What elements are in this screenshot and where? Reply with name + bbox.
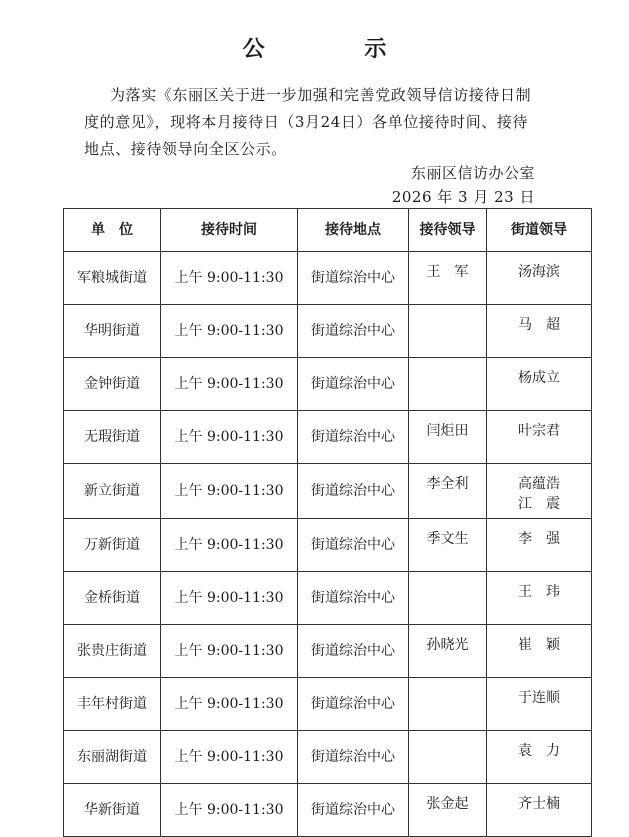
street-leader-cell <box>487 731 592 784</box>
time-cell: 上午 9:00-11:30 <box>161 358 298 411</box>
place-cell: 街道综治中心 <box>298 731 409 784</box>
header-leader: 接待领导 <box>409 209 487 252</box>
place-cell: 街道综治中心 <box>298 252 409 305</box>
time-cell: 上午 9:00-11:30 <box>161 252 298 305</box>
table-row <box>64 464 592 519</box>
place-cell: 街道综治中心 <box>298 464 409 519</box>
street-leader-name: 于连顺 <box>518 690 560 706</box>
street-leader-name: 王 玮 <box>518 584 560 600</box>
place-cell: 街道综治中心 <box>298 678 409 731</box>
unit-cell: 军粮城街道 <box>64 252 161 305</box>
leader-cell <box>409 358 487 411</box>
time-cell: 上午 9:00-11:30 <box>161 784 298 837</box>
time-cell: 上午 9:00-11:30 <box>161 678 298 731</box>
street-leader-name: 汤海滨 <box>518 264 560 280</box>
street-leader-name: 高蕴浩 <box>518 476 560 492</box>
unit-cell: 新立街道 <box>64 464 161 519</box>
unit-cell: 华新街道 <box>64 784 161 837</box>
street-leader-name: 叶宗君 <box>518 423 560 439</box>
header-place: 接待地点 <box>298 209 409 252</box>
time-cell: 上午 9:00-11:30 <box>161 305 298 358</box>
street-leader-cell <box>487 358 592 411</box>
street-leader-cell <box>487 305 592 358</box>
time-cell: 上午 9:00-11:30 <box>161 519 298 572</box>
table-row <box>64 784 592 837</box>
place-cell: 街道综治中心 <box>298 411 409 464</box>
table-row <box>64 358 592 411</box>
leader-cell <box>409 305 487 358</box>
issuer-office: 东丽区信访办公室 <box>410 164 535 182</box>
table-header-row <box>64 209 592 252</box>
leader-cell: 季文生 <box>409 519 487 572</box>
unit-cell: 东丽湖街道 <box>64 731 161 784</box>
street-leader-cell <box>487 252 592 305</box>
time-cell: 上午 9:00-11:30 <box>161 464 298 519</box>
table-row <box>64 572 592 625</box>
table-body <box>64 252 592 837</box>
street-leader-cell <box>487 464 592 519</box>
reception-schedule-table <box>63 208 592 837</box>
leader-cell <box>409 678 487 731</box>
unit-cell: 无瑕街道 <box>64 411 161 464</box>
place-cell: 街道综治中心 <box>298 305 409 358</box>
leader-cell <box>409 572 487 625</box>
unit-cell: 万新街道 <box>64 519 161 572</box>
time-cell: 上午 9:00-11:30 <box>161 572 298 625</box>
place-cell: 街道综治中心 <box>298 519 409 572</box>
table-row <box>64 252 592 305</box>
table-row <box>64 411 592 464</box>
street-leader-name: 齐士楠 <box>518 796 560 812</box>
unit-cell: 金桥街道 <box>64 572 161 625</box>
street-leader-cell <box>487 625 592 678</box>
unit-cell: 金钟街道 <box>64 358 161 411</box>
issuer-date: 2026 年 3 月 23 日 <box>391 188 535 206</box>
time-cell: 上午 9:00-11:30 <box>161 731 298 784</box>
header-street-leader: 街道领导 <box>487 209 592 252</box>
street-leader-name: 杨成立 <box>518 370 560 386</box>
table-row <box>64 678 592 731</box>
street-leader-name: 崔 颖 <box>518 637 560 653</box>
time-cell: 上午 9:00-11:30 <box>161 625 298 678</box>
place-cell: 街道综治中心 <box>298 572 409 625</box>
unit-cell: 丰年村街道 <box>64 678 161 731</box>
unit-cell: 张贵庄街道 <box>64 625 161 678</box>
table-row <box>64 731 592 784</box>
header-unit: 单 位 <box>64 209 161 252</box>
street-leader-cell <box>487 678 592 731</box>
place-cell: 街道综治中心 <box>298 358 409 411</box>
leader-cell: 王 军 <box>409 252 487 305</box>
leader-cell: 孙晓光 <box>409 625 487 678</box>
leader-cell: 李全利 <box>409 464 487 519</box>
leader-cell <box>409 731 487 784</box>
time-cell: 上午 9:00-11:30 <box>161 411 298 464</box>
table-row <box>64 625 592 678</box>
street-leader-name: 李 强 <box>518 531 560 547</box>
street-leader-cell <box>487 411 592 464</box>
street-leader-name: 袁 力 <box>518 743 560 759</box>
street-leader-name: 江 震 <box>518 496 560 512</box>
street-leader-cell <box>487 572 592 625</box>
place-cell: 街道综治中心 <box>298 784 409 837</box>
street-leader-name: 马 超 <box>518 317 560 333</box>
leader-cell: 张金起 <box>409 784 487 837</box>
notice-title: 公 示 <box>242 37 433 62</box>
notice-paragraph: 为落实《东丽区关于进一步加强和完善党政领导信访接待日制度的意见》，现将本月接待日（3月24日）各单位接待时间、接待地点、接待领导向全区公示。 <box>84 86 532 158</box>
header-time: 接待时间 <box>161 209 298 252</box>
table-row <box>64 305 592 358</box>
place-cell: 街道综治中心 <box>298 625 409 678</box>
leader-cell: 闫炬田 <box>409 411 487 464</box>
table-row <box>64 519 592 572</box>
issuer-block <box>380 161 535 209</box>
street-leader-cell <box>487 784 592 837</box>
street-leader-cell <box>487 519 592 572</box>
unit-cell: 华明街道 <box>64 305 161 358</box>
